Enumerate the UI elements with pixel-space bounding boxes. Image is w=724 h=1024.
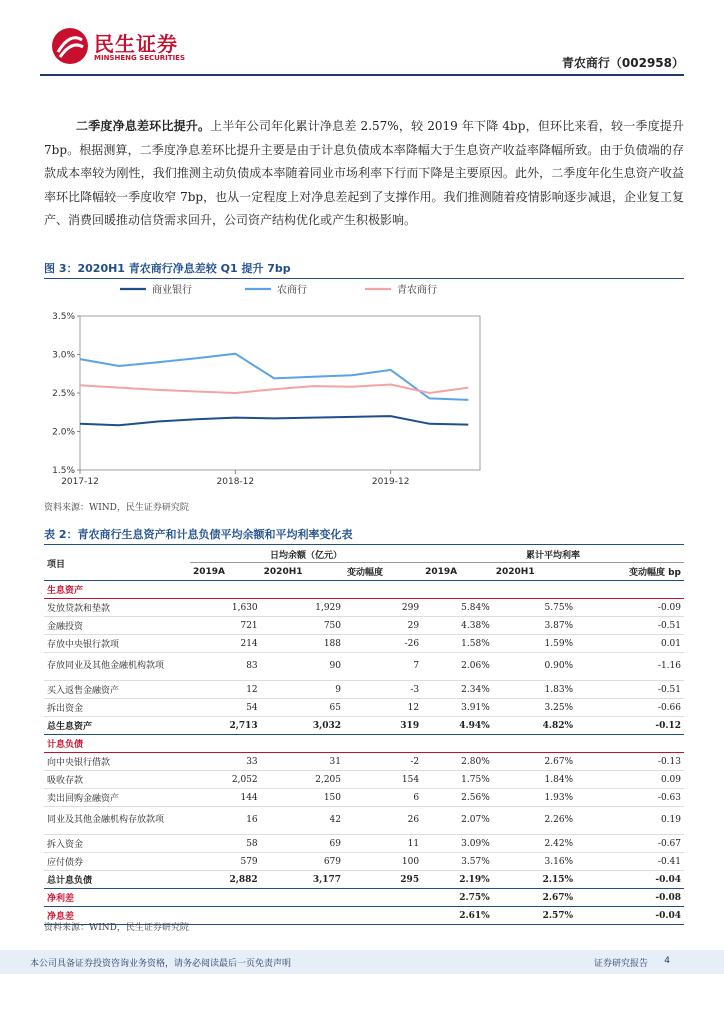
table-row — [44, 771, 684, 789]
row-label: 吸收存款 — [44, 771, 190, 789]
cell: 65 — [261, 699, 344, 717]
cell: 144 — [190, 789, 261, 807]
stock-name: 青农商行（002958） — [561, 56, 684, 70]
cell: 2.61% — [422, 907, 493, 925]
yield-table — [44, 546, 684, 925]
x-tick-label: 2017-12 — [61, 477, 99, 487]
table-row — [44, 599, 684, 617]
cell: 2.19% — [422, 871, 493, 889]
table-row — [44, 681, 684, 699]
col-rate-change: 变动幅度 bp — [576, 563, 684, 581]
cell: 721 — [190, 617, 261, 635]
cell: 4.38% — [422, 617, 493, 635]
logo-text-cn: 民生证券 — [94, 32, 178, 56]
cell: 90 — [261, 653, 344, 681]
legend-label: 农商行 — [277, 285, 307, 296]
minsheng-logo-icon — [50, 26, 90, 66]
section-row-liabilities — [44, 735, 684, 753]
cell: -0.51 — [576, 617, 684, 635]
figure-title: 图 3：2020H1 青农商行净息差较 Q1 提升 7bp — [44, 260, 684, 279]
cell: 1.84% — [493, 771, 576, 789]
col-group-balance: 日均余额（亿元） — [190, 546, 422, 563]
row-label: 存放中央银行款项 — [44, 635, 190, 653]
col-change: 变动幅度 — [344, 563, 422, 581]
legend-label: 青农商行 — [397, 285, 437, 296]
cell: 2.07% — [422, 807, 493, 835]
cell: 5.75% — [493, 599, 576, 617]
cell: 319 — [344, 717, 422, 735]
cell: 3.16% — [493, 853, 576, 871]
cell: -0.09 — [576, 599, 684, 617]
section-row-assets — [44, 581, 684, 599]
row-label: 拆出资金 — [44, 699, 190, 717]
cell: 295 — [344, 871, 422, 889]
row-label: 金融投资 — [44, 617, 190, 635]
cell: 299 — [344, 599, 422, 617]
net-spread-row — [44, 889, 684, 907]
cell: 679 — [261, 853, 344, 871]
cell: 188 — [261, 635, 344, 653]
footer-disclaimer: 本公司具备证券投资咨询业务资格，请务必阅读最后一页免责声明 — [30, 959, 292, 969]
plot-frame — [80, 316, 480, 470]
row-label: 净息差 — [44, 907, 190, 925]
y-tick-label: 2.5% — [52, 389, 75, 399]
cell: -0.13 — [576, 753, 684, 771]
series-line — [80, 385, 468, 394]
row-label: 发放贷款和垫款 — [44, 599, 190, 617]
cell: 2.42% — [493, 835, 576, 853]
cell: 9 — [261, 681, 344, 699]
cell: 2.15% — [493, 871, 576, 889]
cell: 4.82% — [493, 717, 576, 735]
cell: 100 — [344, 853, 422, 871]
cell: -0.41 — [576, 853, 684, 871]
cell: 54 — [190, 699, 261, 717]
cell: 2.57% — [493, 907, 576, 925]
cell: 11 — [344, 835, 422, 853]
cell: 12 — [344, 699, 422, 717]
figure-source: 资料来源：WIND，民生证券研究院 — [44, 503, 189, 513]
page-header — [40, 0, 684, 76]
cell: 750 — [261, 617, 344, 635]
cell: 2.06% — [422, 653, 493, 681]
series-line — [80, 416, 468, 425]
cell: -0.08 — [576, 889, 684, 907]
col-2020h1: 2020H1 — [261, 563, 344, 581]
cell: 214 — [190, 635, 261, 653]
cell: 0.09 — [576, 771, 684, 789]
footer-report-type: 证券研究报告 — [593, 959, 648, 969]
cell: 3.87% — [493, 617, 576, 635]
cell: 5.84% — [422, 599, 493, 617]
y-tick-label: 2.0% — [52, 427, 75, 438]
col-item: 项目 — [44, 546, 190, 581]
table-row — [44, 653, 684, 681]
body-paragraph — [44, 115, 684, 233]
cell: -0.04 — [576, 871, 684, 889]
cell: 4.94% — [422, 717, 493, 735]
paragraph-lead: 二季度净息差环比提升。 — [76, 119, 211, 133]
cell: 12 — [190, 681, 261, 699]
cell: 2.56% — [422, 789, 493, 807]
cell: 42 — [261, 807, 344, 835]
cell: 3.91% — [422, 699, 493, 717]
cell: 2,052 — [190, 771, 261, 789]
cell: 154 — [344, 771, 422, 789]
table-row — [44, 635, 684, 653]
cell: 0.19 — [576, 807, 684, 835]
row-label: 同业及其他金融机构存放款项 — [44, 807, 190, 835]
row-label: 应付债券 — [44, 853, 190, 871]
cell: -2 — [344, 753, 422, 771]
cell: 2.26% — [493, 807, 576, 835]
cell: 58 — [190, 835, 261, 853]
cell: 33 — [190, 753, 261, 771]
cell: 2,205 — [261, 771, 344, 789]
col-rate-2020h1: 2020H1 — [493, 563, 576, 581]
row-label: 净利差 — [44, 889, 190, 907]
total-liab-row — [44, 871, 684, 889]
cell: 6 — [344, 789, 422, 807]
cell: 1.59% — [493, 635, 576, 653]
paragraph-body: 上半年公司年化累计净息差 2.57%，较 2019 年下降 4bp，但环比来看，较一季度提升 7bp。根据测算，二季度净息差环比提升主要是由于计息负债成本率降幅大于生息资产收益率降幅所致。由于负债端的存款成本率较为刚性，我们推测主动负债成本率随着同业市场利率下行而下降是主要原因。此外，二季度年化生息资产收益率环比降幅较一季度收窄 7bp，也从一定程度上对净息差起到了支撑作用。我们推测随着疫情影响逐步减退，企业复工复产、消费回暖推动信贷需求回升，公司资产结构优化或产生积极影响。 — [44, 119, 684, 227]
col-group-rate: 累计平均利率 — [422, 546, 684, 563]
x-tick-label: 2019-12 — [371, 477, 410, 487]
cell: 0.90% — [493, 653, 576, 681]
cell: 26 — [344, 807, 422, 835]
table-header-row — [44, 546, 684, 563]
cell: 579 — [190, 853, 261, 871]
table-row — [44, 853, 684, 871]
cell: 83 — [190, 653, 261, 681]
logo-text-en: MINSHENG SECURITIES — [94, 54, 185, 62]
row-label: 总计息负债 — [44, 871, 190, 889]
cell: -26 — [344, 635, 422, 653]
cell: 69 — [261, 835, 344, 853]
cell: 31 — [261, 753, 344, 771]
cell: 1.58% — [422, 635, 493, 653]
cell: 29 — [344, 617, 422, 635]
total-assets-row — [44, 717, 684, 735]
cell: 3,032 — [261, 717, 344, 735]
cell: 1.75% — [422, 771, 493, 789]
table-row — [44, 807, 684, 835]
cell: 2,882 — [190, 871, 261, 889]
cell: 1,630 — [190, 599, 261, 617]
table-row — [44, 699, 684, 717]
cell: -0.63 — [576, 789, 684, 807]
cell: -0.12 — [576, 717, 684, 735]
nim-line-chart — [40, 280, 490, 490]
row-label: 买入返售金融资产 — [44, 681, 190, 699]
y-tick-label: 1.5% — [52, 466, 75, 476]
cell: -0.51 — [576, 681, 684, 699]
cell: 2,713 — [190, 717, 261, 735]
cell: 2.80% — [422, 753, 493, 771]
x-tick-label: 2018-12 — [216, 477, 255, 487]
cell: 16 — [190, 807, 261, 835]
row-label: 拆入资金 — [44, 835, 190, 853]
table-title: 表 2：青农商行生息资产和计息负债平均余额和平均利率变化表 — [44, 526, 684, 545]
cell: -3 — [344, 681, 422, 699]
cell: 2.67% — [493, 889, 576, 907]
cell: 1.93% — [493, 789, 576, 807]
cell: -0.66 — [576, 699, 684, 717]
cell: 2.67% — [493, 753, 576, 771]
col-2019a: 2019A — [190, 563, 261, 581]
table-source: 资料来源：WIND，民生证券研究院 — [44, 923, 189, 933]
cell: -1.16 — [576, 653, 684, 681]
cell: 3.25% — [493, 699, 576, 717]
cell: 7 — [344, 653, 422, 681]
row-label: 总生息资产 — [44, 717, 190, 735]
cell: 150 — [261, 789, 344, 807]
cell: 1,929 — [261, 599, 344, 617]
cell: -0.67 — [576, 835, 684, 853]
header-divider — [40, 74, 684, 76]
table-row — [44, 753, 684, 771]
cell: 2.75% — [422, 889, 493, 907]
y-tick-label: 3.5% — [52, 312, 75, 322]
table-row — [44, 835, 684, 853]
cell: 1.83% — [493, 681, 576, 699]
legend-label: 商业银行 — [152, 285, 192, 296]
cell: 3.57% — [422, 853, 493, 871]
table-row — [44, 617, 684, 635]
col-rate-2019a: 2019A — [422, 563, 493, 581]
section-label: 计息负债 — [44, 735, 684, 753]
row-label: 向中央银行借款 — [44, 753, 190, 771]
series-line — [80, 354, 468, 400]
row-label: 卖出回购金融资产 — [44, 789, 190, 807]
y-tick-label: 3.0% — [52, 350, 75, 361]
row-label: 存放同业及其他金融机构款项 — [44, 653, 190, 681]
page-footer — [0, 950, 724, 974]
section-label: 生息资产 — [44, 581, 684, 599]
cell: 0.01 — [576, 635, 684, 653]
footer-page-number: 4 — [664, 956, 670, 966]
table-row — [44, 789, 684, 807]
cell: 2.34% — [422, 681, 493, 699]
cell: 3.09% — [422, 835, 493, 853]
cell: 3,177 — [261, 871, 344, 889]
cell: -0.04 — [576, 907, 684, 925]
